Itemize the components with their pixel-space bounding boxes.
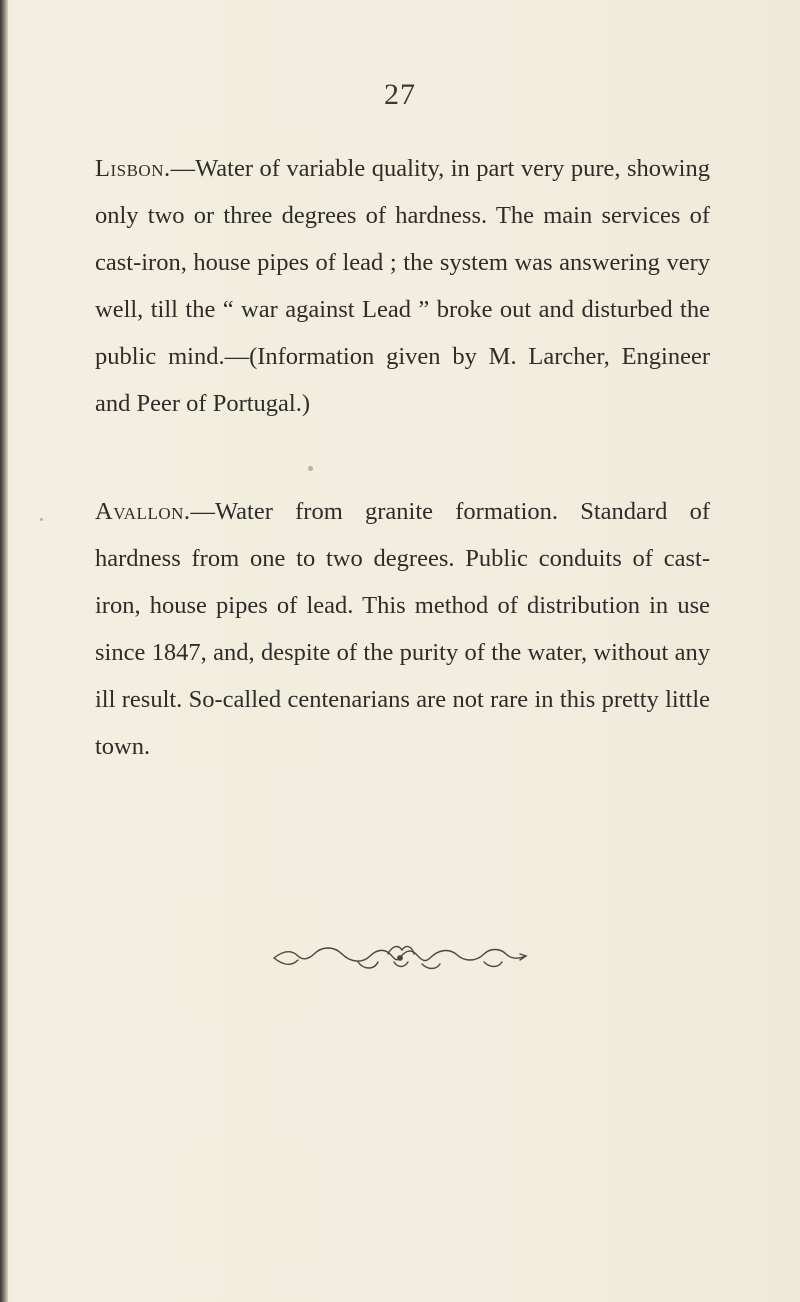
ink-speck	[308, 466, 313, 471]
paragraph-text-avallon: —Water from granite formation. Standard of hardness from one to two degrees. Public conduits of cast-iron, house pipes of lead. This method of distribution in use since 1847, and, despite of the purity of the water, without any ill result. So-called centenarians are not rare in this pretty little town.	[95, 498, 710, 760]
paragraph-lead-avallon: Avallon.	[95, 498, 191, 525]
paragraph-lisbon	[95, 145, 710, 427]
paragraph-avallon	[95, 488, 710, 770]
decorative-flourish-icon	[270, 940, 530, 976]
paragraph-lead-lisbon: Lisbon.	[95, 155, 171, 182]
ink-speck	[40, 518, 43, 521]
page-number: 27	[384, 78, 416, 111]
book-gutter	[0, 0, 8, 1302]
paragraph-text-lisbon: —Water of variable quality, in part very pure, showing only two or three degrees of hardness. The main services of cast-iron, house pipes of lead ; the system was answering very well, till the “ war against Lead ” broke out and disturbed the public mind.—(Information given by M. Larcher, Engineer and Peer of Portugal.)	[95, 155, 710, 417]
